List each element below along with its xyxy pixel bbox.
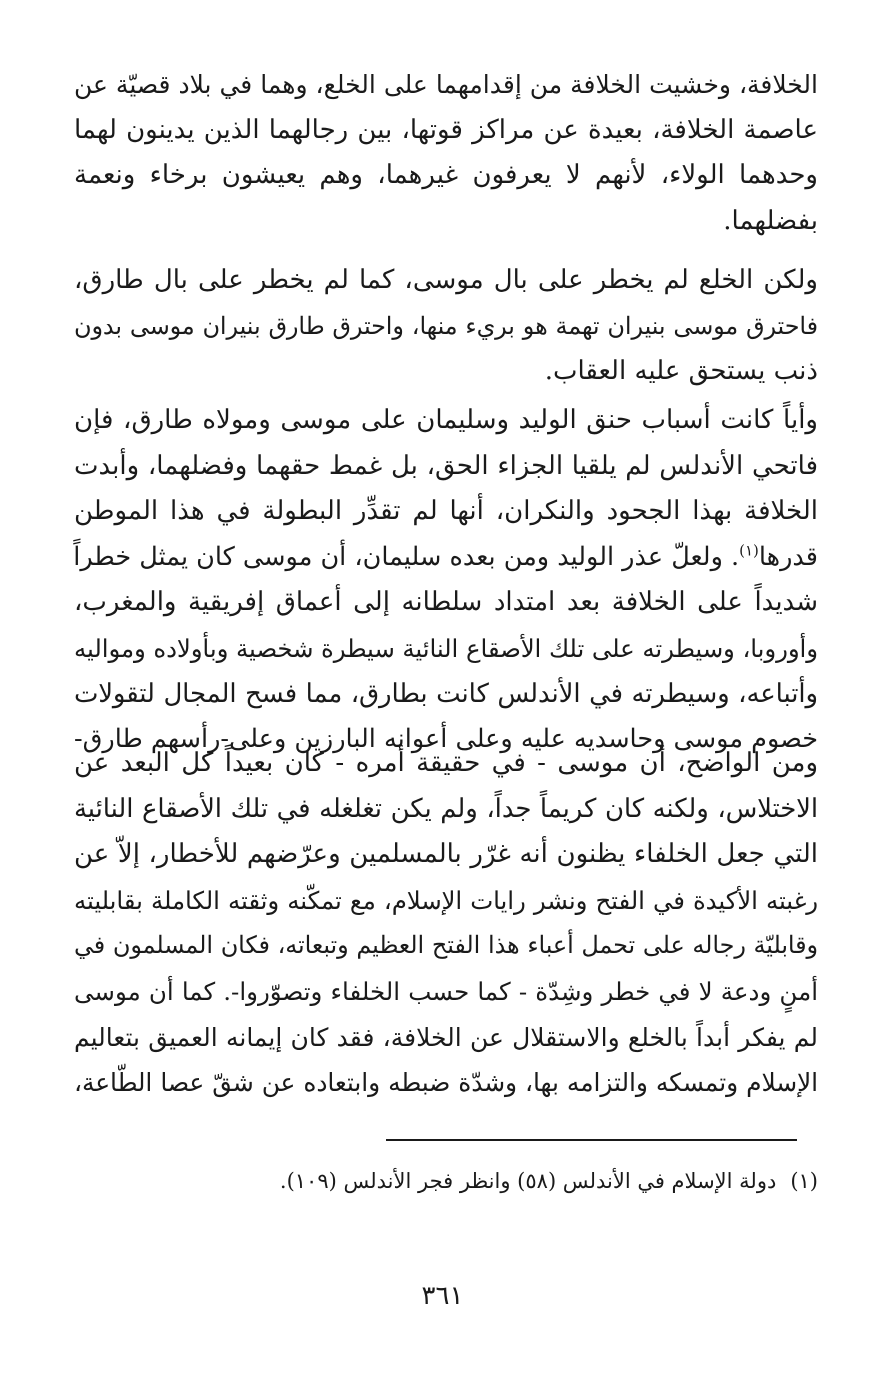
text-line: خصوم موسى وحاسديه عليه وعلى أعوانه البارزين وعلى-رأسهم طارق- xyxy=(74,724,818,755)
text-line: الخلافة بهذا الجحود والنكران، أنها لم تقدِّر البطولة في هذا الموطن xyxy=(74,496,818,527)
text-line: شديداً على الخلافة بعد امتداد سلطانه إلى أعماق إفريقية والمغرب، xyxy=(74,587,818,618)
text-line-with-footnote xyxy=(74,535,818,581)
footnote-text: دولة الإسلام في الأندلس (٥٨) وانظر فجر الأندلس (١٠٩). xyxy=(279,1169,777,1193)
footnote xyxy=(74,1166,818,1196)
text-line: وأياً كانت أسباب حنق الوليد وسليمان على موسى ومولاه طارق، فإن xyxy=(74,405,818,435)
text-line: لم يفكر أبداً بالخلع والاستقلال عن الخلافة، فقد كان إيمانه العميق بتعاليم xyxy=(74,1022,819,1052)
paragraph-4 xyxy=(74,741,818,1106)
text-line: وحدهما الولاء، لأنهم لا يعرفون غيرهما، وهم يعيشون برخاء ونعمة xyxy=(74,160,818,191)
paragraph-1 xyxy=(74,62,818,244)
text-line: فاتحي الأندلس لم يلقيا الجزاء الحق، بل غمط حقهما وفضلهما، وأبدت xyxy=(74,450,818,481)
text-line: ذنب يستحق عليه العقاب. xyxy=(544,356,818,387)
text-line: التي جعل الخلفاء يظنون أنه غرّر بالمسلمين وعرّضهم للأخطار، إلاّ عن xyxy=(74,839,818,870)
text-line: الخلافة، وخشيت الخلافة من إقدامهما على الخلع، وهما في بلاد قصيّة عن xyxy=(74,70,818,99)
text-line: أمنٍ ودعة لا في خطر وشِدّة - كما حسب الخلفاء وتصوّروا-. كما أن موسى xyxy=(74,976,818,1006)
text-line: وأوروبا، وسيطرته على تلك الأصقاع النائية سيطرة شخصية وبأولاده ومواليه xyxy=(74,633,818,663)
page-number: ٣٦١ xyxy=(421,1281,464,1311)
text-line: وأتباعه، وسيطرته في الأندلس كانت بطارق، مما فسح المجال لتقولات xyxy=(74,678,818,709)
text-line: الاختلاس، ولكنه كان كريماً جداً، ولم يكن تغلغله في تلك الأصقاع النائية xyxy=(74,793,818,824)
text-line: وقابليّة رجاله على تحمل أعباء هذا الفتح العظيم وتبعاته، فكان المسلمون في xyxy=(74,931,818,960)
text-fragment: قدرها xyxy=(758,541,818,572)
footnote-reference[interactable]: (١) xyxy=(739,541,759,560)
footnote-separator xyxy=(386,1139,797,1141)
text-line: الإسلام وتمسكه والتزامه بها، وشدّة ضبطه وابتعاده عن شقّ عصا الطّاعة، xyxy=(74,1068,818,1098)
text-fragment: . ولعلّ عذر الوليد ومن بعده سليمان، أن موسى كان يمثل خطراً xyxy=(73,541,740,572)
paragraph-3 xyxy=(74,398,818,763)
text-line: عاصمة الخلافة، بعيدة عن مراكز قوتها، بين رجالهما الذين يدينون لهما xyxy=(74,114,818,145)
footnote-number: (١) xyxy=(790,1169,818,1193)
text-line: فاحترق موسى بنيران تهمة هو بريء منها، واحترق طارق بنيران موسى بدون xyxy=(74,311,818,340)
text-line: ومن الواضح، أن موسى - في حقيقة أمره - كان بعيداً كل البعد عن xyxy=(74,748,818,778)
text-line: ولكن الخلع لم يخطر على بال موسى، كما لم يخطر على بال طارق، xyxy=(74,265,818,295)
text-line: بفضلهما. xyxy=(723,205,818,236)
paragraph-2 xyxy=(74,258,818,395)
text-line: رغبته الأكيدة في الفتح ونشر رايات الإسلام، مع تمكّنه وثقته الكاملة بقابليته xyxy=(74,885,818,915)
